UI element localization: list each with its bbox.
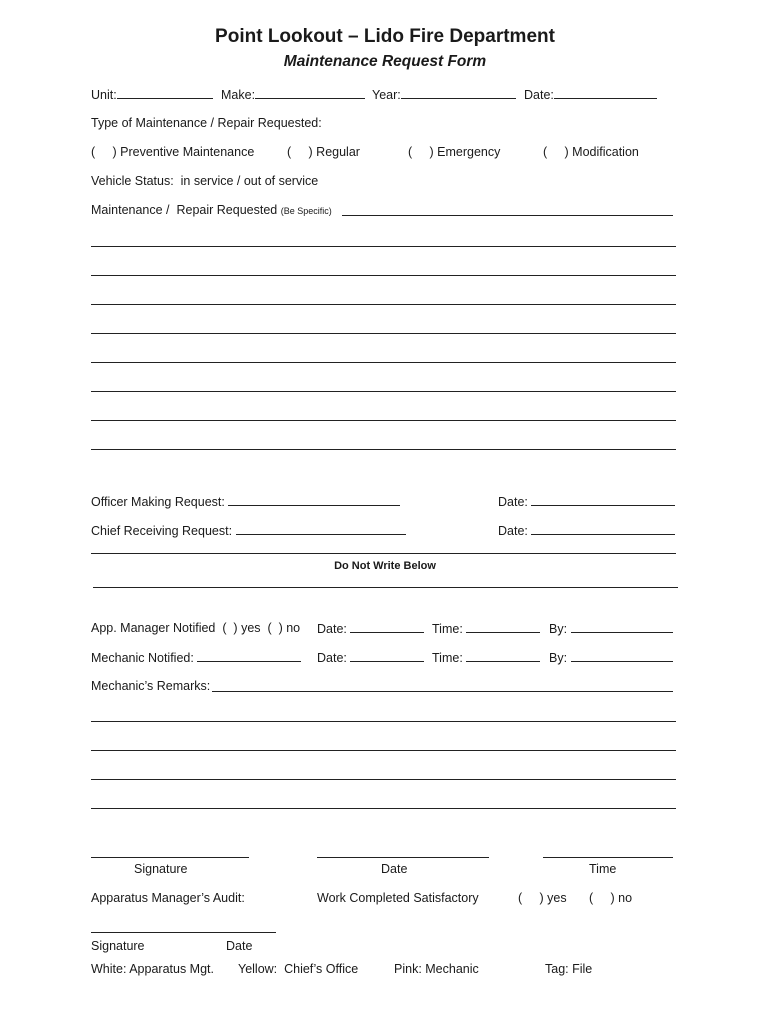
separator-top bbox=[91, 553, 676, 554]
mechanic-date-field[interactable] bbox=[317, 650, 424, 666]
year-field[interactable] bbox=[372, 87, 516, 103]
chief-line[interactable] bbox=[236, 523, 406, 535]
form-subtitle: Maintenance Request Form bbox=[283, 53, 487, 70]
separator-bottom bbox=[93, 587, 678, 588]
remarks-line-1[interactable] bbox=[91, 721, 676, 722]
distribution-yellow: Yellow: Chief’s Office bbox=[238, 962, 359, 976]
app-manager-time-field[interactable] bbox=[432, 621, 540, 637]
date-sign-line[interactable] bbox=[317, 857, 489, 858]
vehicle-status[interactable]: Vehicle Status: in service / out of service bbox=[91, 174, 319, 188]
mechanic-remarks-label: Mechanic’s Remarks: bbox=[91, 679, 211, 693]
date-caption: Date bbox=[381, 862, 408, 876]
option-emergency[interactable]: ( ) Emergency bbox=[408, 145, 501, 159]
app-manager-date-line[interactable] bbox=[350, 621, 424, 633]
unit-line[interactable] bbox=[117, 87, 213, 99]
app-manager-by-label: By: bbox=[549, 622, 568, 636]
unit-label: Unit: bbox=[91, 88, 117, 102]
unit-field[interactable] bbox=[91, 87, 213, 103]
repair-request-note: (Be Specific) bbox=[280, 206, 332, 216]
audit-no-option[interactable]: ( ) no bbox=[589, 891, 633, 905]
year-label: Year: bbox=[372, 88, 401, 102]
distribution-tag: Tag: File bbox=[545, 962, 593, 976]
form-title: Point Lookout – Lido Fire Department bbox=[215, 26, 555, 47]
officer-line[interactable] bbox=[228, 494, 400, 506]
repair-request-text: Maintenance / Repair Requested bbox=[91, 203, 278, 217]
app-manager-notified[interactable]: App. Manager Notified ( ) yes ( ) no bbox=[91, 621, 301, 635]
audit-label: Apparatus Manager’s Audit: bbox=[91, 891, 245, 905]
request-line-4[interactable] bbox=[91, 333, 676, 334]
officer-label: Officer Making Request: bbox=[91, 495, 225, 509]
request-line-2[interactable] bbox=[91, 275, 676, 276]
work-completed-label: Work Completed Satisfactory bbox=[317, 891, 479, 905]
make-label: Make: bbox=[221, 88, 256, 102]
chief-date-field[interactable] bbox=[498, 523, 675, 539]
audit-yes-option[interactable]: ( ) yes bbox=[518, 891, 567, 905]
chief-date-line[interactable] bbox=[531, 523, 675, 535]
repair-request-label bbox=[91, 203, 332, 219]
signature-caption: Signature bbox=[134, 862, 188, 876]
time-sign-line[interactable] bbox=[543, 857, 673, 858]
distribution-white: White: Apparatus Mgt. bbox=[91, 962, 214, 976]
request-line-5[interactable] bbox=[91, 362, 676, 363]
app-manager-time-label: Time: bbox=[432, 622, 463, 636]
request-line-8[interactable] bbox=[91, 449, 676, 450]
mechanic-by-line[interactable] bbox=[571, 650, 673, 662]
maintenance-type-label: Type of Maintenance / Repair Requested: bbox=[91, 116, 322, 130]
mechanic-date-line[interactable] bbox=[350, 650, 424, 662]
officer-date-label: Date: bbox=[498, 495, 528, 509]
make-line[interactable] bbox=[255, 87, 365, 99]
option-modification[interactable]: ( ) Modification bbox=[543, 145, 639, 159]
app-manager-time-line[interactable] bbox=[466, 621, 540, 633]
mechanic-notified-field[interactable] bbox=[91, 650, 301, 666]
repair-request-line[interactable] bbox=[342, 215, 673, 216]
remarks-first-line[interactable] bbox=[212, 691, 673, 692]
audit-signature-line[interactable] bbox=[91, 932, 276, 933]
chief-date-label: Date: bbox=[498, 524, 528, 538]
remarks-line-2[interactable] bbox=[91, 750, 676, 751]
mechanic-time-label: Time: bbox=[432, 651, 463, 665]
request-line-7[interactable] bbox=[91, 420, 676, 421]
request-line-1[interactable] bbox=[91, 246, 676, 247]
audit-signature-caption: Signature bbox=[91, 939, 145, 953]
date-label: Date: bbox=[524, 88, 554, 102]
distribution-pink: Pink: Mechanic bbox=[394, 962, 479, 976]
signature-line[interactable] bbox=[91, 857, 249, 858]
mechanic-by-label: By: bbox=[549, 651, 568, 665]
remarks-line-4[interactable] bbox=[91, 808, 676, 809]
app-manager-by-line[interactable] bbox=[571, 621, 673, 633]
officer-date-line[interactable] bbox=[531, 494, 675, 506]
app-manager-date-field[interactable] bbox=[317, 621, 424, 637]
chief-label: Chief Receiving Request: bbox=[91, 524, 233, 538]
remarks-line-3[interactable] bbox=[91, 779, 676, 780]
do-not-write-heading: Do Not Write Below bbox=[334, 560, 436, 572]
mechanic-time-field[interactable] bbox=[432, 650, 540, 666]
mechanic-time-line[interactable] bbox=[466, 650, 540, 662]
option-regular[interactable]: ( ) Regular bbox=[287, 145, 360, 159]
mechanic-by-field[interactable] bbox=[549, 650, 673, 666]
officer-date-field[interactable] bbox=[498, 494, 675, 510]
date-line[interactable] bbox=[554, 87, 657, 99]
mechanic-notified-label: Mechanic Notified: bbox=[91, 651, 194, 665]
option-preventive[interactable]: ( ) Preventive Maintenance bbox=[91, 145, 255, 159]
chief-field[interactable] bbox=[91, 523, 406, 539]
app-manager-date-label: Date: bbox=[317, 622, 347, 636]
make-field[interactable] bbox=[221, 87, 365, 103]
mechanic-date-label: Date: bbox=[317, 651, 347, 665]
officer-field[interactable] bbox=[91, 494, 400, 510]
request-line-3[interactable] bbox=[91, 304, 676, 305]
app-manager-by-field[interactable] bbox=[549, 621, 673, 637]
mechanic-notified-line[interactable] bbox=[197, 650, 301, 662]
audit-date-caption: Date bbox=[226, 939, 253, 953]
time-caption: Time bbox=[589, 862, 617, 876]
year-line[interactable] bbox=[401, 87, 516, 99]
date-field[interactable] bbox=[524, 87, 657, 103]
request-line-6[interactable] bbox=[91, 391, 676, 392]
